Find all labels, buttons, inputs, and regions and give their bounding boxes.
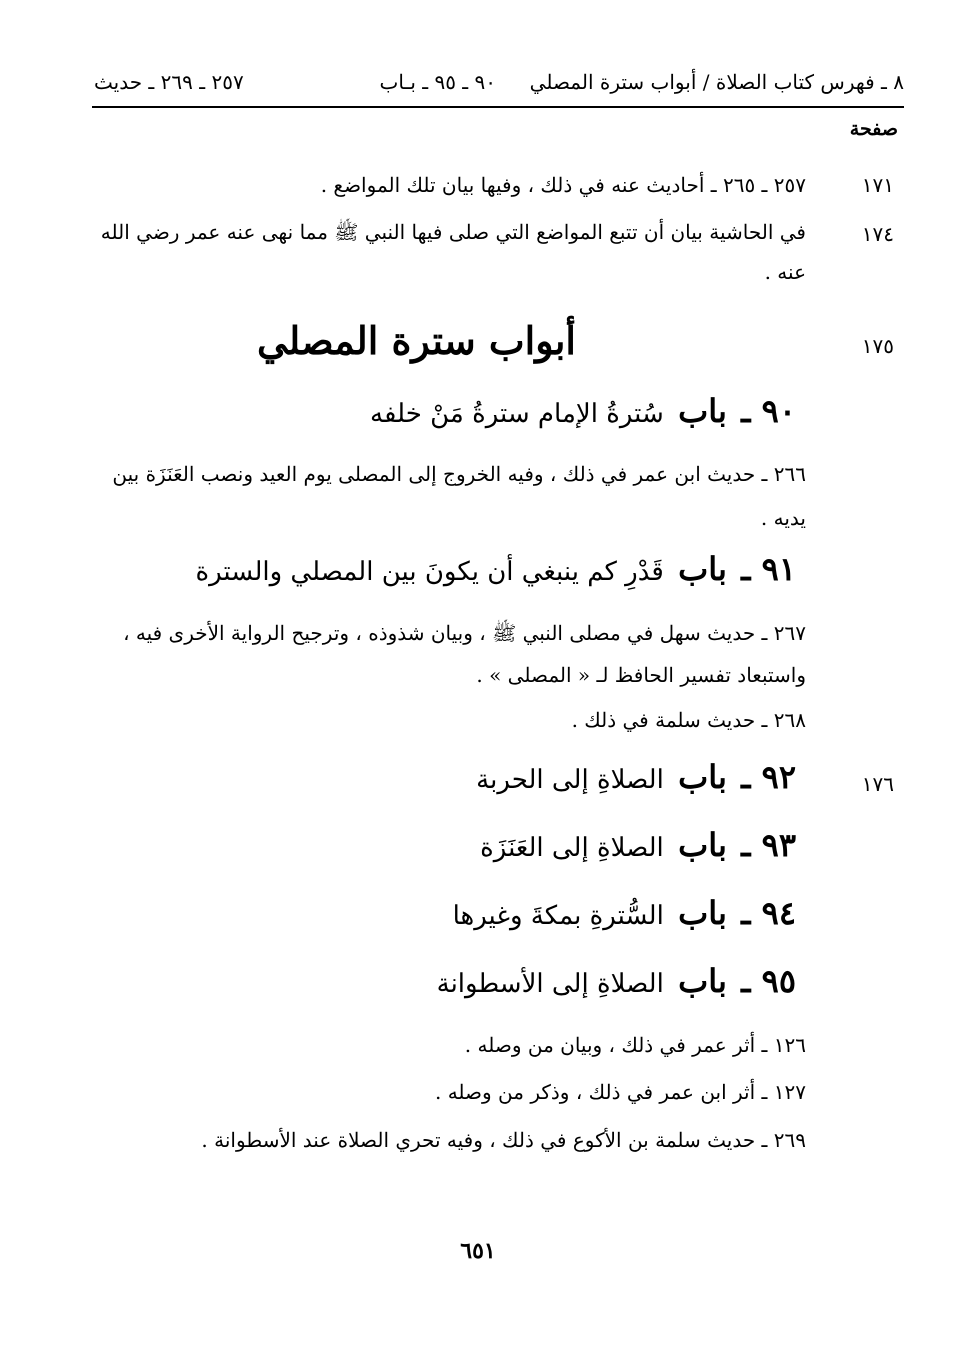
- hadith-267: ٢٦٧ ـ حديث سهل في مصلى النبي ﷺ ، وبيان شذوذه ، وترجيح الرواية الأخرى فيه ، واستبعاد تفسير الحافظ لـ « المصلى » .: [123, 621, 806, 687]
- running-header-chapters: ٩٠ ـ ٩٥ ـ بـاب: [379, 70, 496, 94]
- entry-page-number: ١٧١: [861, 173, 894, 197]
- hadith-268: ٢٦٨ ـ حديث سلمة في ذلك .: [571, 708, 806, 732]
- chapter-title: قَدْرِ كم ينبغي أن يكونَ بين المصلي والسترة: [195, 557, 664, 587]
- section-page-number: ١٧٥: [861, 334, 894, 358]
- chapter-bab: باب: [678, 894, 727, 932]
- hadith-266: ٢٦٦ ـ حديث ابن عمر في ذلك ، وفيه الخروج إلى المصلى يوم العيد ونصب العَنَزَة بين يديه .: [112, 462, 806, 530]
- chapter-bab: باب: [678, 758, 727, 796]
- chapter-95: [437, 962, 796, 1000]
- chapter-title: الصلاةِ إلى الأسطوانة: [436, 969, 664, 999]
- athar-127: ١٢٧ ـ أثر ابن عمر في ذلك ، وذكر من وصله .: [434, 1080, 806, 1104]
- entry-text: ٢٥٧ ـ ٢٦٥ ـ أحاديث عنه في ذلك ، وفيها بيان تلك المواضع .: [320, 173, 806, 197]
- chapter-title: الصلاةِ إلى العَنَزَة: [480, 833, 664, 863]
- chapter-number: ٩٠ ـ: [741, 392, 796, 430]
- header-rule: [92, 106, 904, 108]
- entry-text: في الحاشية بيان أن تتبع المواضع التي صلى فيها النبي ﷺ مما نهى عنه عمر رضي الله عنه .: [100, 220, 806, 284]
- chapter-number: ٩١ ـ: [741, 550, 796, 588]
- chapter-93: [480, 826, 796, 864]
- running-header-title: ٨ ـ فهرس كتاب الصلاة / أبواب سترة المصلي: [529, 70, 904, 94]
- chapter-page-number: ١٧٦: [861, 772, 894, 796]
- chapter-91: [195, 550, 796, 588]
- chapter-bab: باب: [678, 826, 727, 864]
- chapter-number: ٩٣ ـ: [741, 826, 796, 864]
- page-column-label: صفحة: [849, 118, 898, 140]
- chapter-number: ٩٢ ـ: [741, 758, 796, 796]
- chapter-number: ٩٥ ـ: [741, 962, 796, 1000]
- chapter-title: السُّترةِ بمكةَ وغيرها: [452, 901, 664, 931]
- page-number: ٦٥١: [460, 1238, 496, 1264]
- chapter-94: [453, 894, 796, 932]
- chapter-bab: باب: [678, 550, 727, 588]
- section-title: أبواب سترة المصلي: [256, 318, 576, 363]
- chapter-bab: باب: [678, 392, 727, 430]
- athar-126: ١٢٦ ـ أثر عمر في ذلك ، وبيان من وصله .: [464, 1033, 806, 1057]
- chapter-number: ٩٤ ـ: [741, 894, 796, 932]
- hadith-269: ٢٦٩ ـ حديث سلمة بن الأكوع في ذلك ، وفيه تحري الصلاة عند الأسطوانة .: [201, 1128, 806, 1152]
- chapter-bab: باب: [678, 962, 727, 1000]
- chapter-90: [370, 392, 796, 430]
- chapter-title: سُترةُ الإمام سترةُ مَنْ خلفه: [370, 399, 664, 429]
- running-header-hadiths: ٢٥٧ ـ ٢٦٩ ـ حديث: [94, 70, 244, 94]
- entry-page-number: ١٧٤: [861, 222, 894, 246]
- chapter-title: الصلاةِ إلى الحربة: [476, 765, 664, 795]
- chapter-92: [476, 758, 796, 796]
